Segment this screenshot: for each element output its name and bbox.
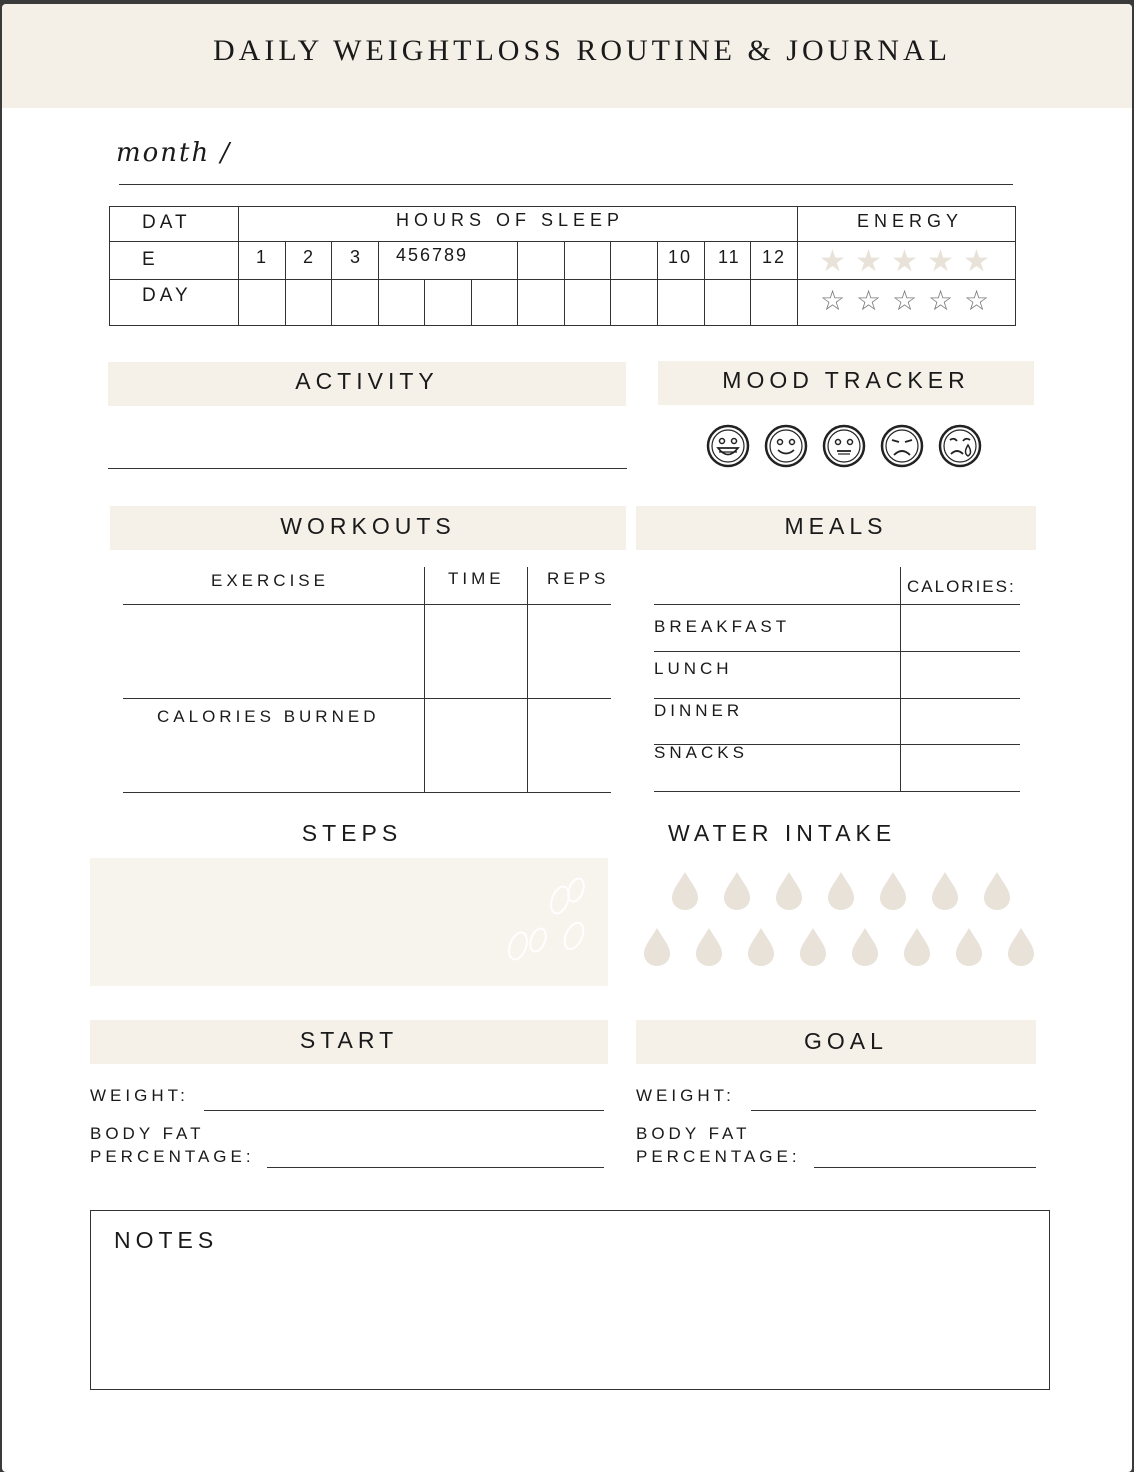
calories-burned-label: CALORIES BURNED — [157, 707, 380, 726]
hour-2: 2 — [303, 247, 316, 267]
meal-row-lunch: LUNCH — [654, 659, 733, 678]
energy-star-outline-icon[interactable]: ☆ — [856, 285, 882, 316]
hour-1: 1 — [256, 247, 269, 267]
meal-row-dinner: DINNER — [654, 701, 744, 720]
page-title: DAILY WEIGHTLOSS ROUTINE & JOURNAL — [213, 34, 951, 67]
water-drop-icon[interactable] — [878, 870, 908, 910]
goal-title: GOAL — [804, 1028, 888, 1054]
water-drop-icon[interactable] — [722, 870, 752, 910]
energy-star-filled-icon: ★ — [891, 245, 918, 278]
water-drop-icon[interactable] — [746, 926, 776, 966]
energy-star-outline-icon[interactable]: ☆ — [964, 285, 990, 316]
start-weight-input[interactable] — [204, 1110, 604, 1111]
meal-row-breakfast: BREAKFAST — [654, 617, 791, 636]
water-drop-icon[interactable] — [930, 870, 960, 910]
calories-column-header: CALORIES: — [907, 577, 1016, 596]
energy-star-outline-icon[interactable]: ☆ — [892, 285, 918, 316]
goal-body-fat-label: BODY FAT — [636, 1124, 751, 1143]
water-drop-icon[interactable] — [954, 926, 984, 966]
energy-star-filled-icon: ★ — [819, 245, 846, 278]
energy-star-filled-icon: ★ — [855, 245, 882, 278]
water-drop-icon[interactable] — [982, 870, 1012, 910]
start-weight-label: WEIGHT: — [90, 1086, 189, 1105]
energy-star-outline-icon[interactable]: ☆ — [820, 285, 846, 316]
notes-box[interactable] — [90, 1210, 1050, 1390]
water-drop-icon[interactable] — [798, 926, 828, 966]
notes-title: NOTES — [114, 1227, 219, 1253]
start-body-fat-label: BODY FAT — [90, 1124, 205, 1143]
goal-weight-label: WEIGHT: — [636, 1086, 735, 1105]
water-drop-icon[interactable] — [642, 926, 672, 966]
water-drop-icon[interactable] — [902, 926, 932, 966]
hour-12: 12 — [762, 247, 787, 267]
water-drop-icon[interactable] — [670, 870, 700, 910]
water-drop-icon[interactable] — [774, 870, 804, 910]
month-input-line[interactable] — [119, 184, 1013, 185]
energy-star-filled-icon: ★ — [927, 245, 954, 278]
activity-input-line[interactable] — [108, 468, 627, 469]
energy-title: ENERGY — [857, 211, 964, 231]
hours-4-to-9: 456789 — [396, 245, 469, 265]
water-drop-icon[interactable] — [694, 926, 724, 966]
day-label: DAY — [142, 285, 192, 306]
hours-of-sleep-title: HOURS OF SLEEP — [396, 210, 625, 230]
sad-face-icon[interactable] — [879, 423, 925, 469]
reps-column-header: REPS — [547, 569, 610, 588]
date-label-cont: E — [142, 249, 159, 270]
meals-title: MEALS — [784, 513, 888, 539]
energy-star-filled-icon: ★ — [963, 245, 990, 278]
energy-star-outline-icon[interactable]: ☆ — [928, 285, 954, 316]
start-body-fat-input[interactable] — [267, 1167, 604, 1168]
water-drop-icon[interactable] — [850, 926, 880, 966]
steps-title: STEPS — [301, 820, 403, 846]
very-happy-face-icon[interactable] — [705, 423, 751, 469]
start-title: START — [299, 1027, 399, 1053]
happy-face-icon[interactable] — [763, 423, 809, 469]
goal-body-fat-input[interactable] — [814, 1167, 1036, 1168]
neutral-face-icon[interactable] — [821, 423, 867, 469]
water-intake-title: WATER INTAKE — [668, 820, 897, 846]
crying-face-icon[interactable] — [937, 423, 983, 469]
hour-3: 3 — [350, 247, 363, 267]
date-label: DAT — [142, 212, 191, 233]
activity-title: ACTIVITY — [295, 368, 439, 394]
workouts-title: WORKOUTS — [280, 513, 456, 539]
start-percentage-label: PERCENTAGE: — [90, 1147, 255, 1166]
goal-percentage-label: PERCENTAGE: — [636, 1147, 801, 1166]
footprints-icon — [498, 872, 594, 976]
journal-page — [2, 4, 1132, 1472]
exercise-column-header: EXERCISE — [211, 571, 329, 590]
time-column-header: TIME — [448, 569, 505, 588]
goal-weight-input[interactable] — [751, 1110, 1036, 1111]
hour-11: 11 — [718, 247, 741, 267]
water-drop-icon[interactable] — [826, 870, 856, 910]
water-drop-icon[interactable] — [1006, 926, 1036, 966]
month-label: month / — [116, 138, 232, 168]
hour-10: 10 — [668, 247, 693, 267]
mood-tracker-title: MOOD TRACKER — [722, 367, 970, 393]
meal-row-snacks: SNACKS — [654, 743, 748, 762]
